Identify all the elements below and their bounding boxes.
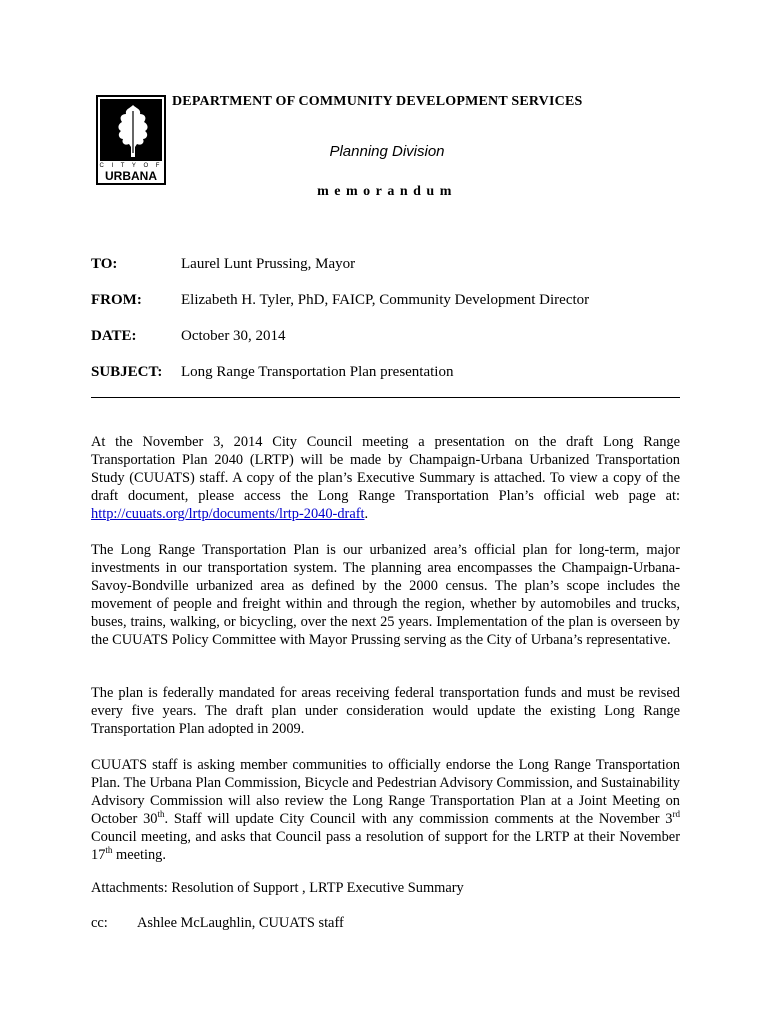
subject-value: Long Range Transportation Plan presentation — [181, 364, 454, 380]
division-title: Planning Division — [329, 143, 445, 160]
lrtp-draft-link[interactable]: http://cuuats.org/lrtp/documents/lrtp-2040-draft — [91, 506, 365, 522]
paragraph-4-part-d: meeting. — [112, 847, 166, 863]
department-heading: DEPARTMENT OF COMMUNITY DEVELOPMENT SERVICES — [172, 94, 583, 109]
cc-value: Ashlee McLaughlin, CUUATS staff — [137, 915, 344, 931]
paragraph-1-end: . — [364, 506, 369, 522]
paragraph-4-part-a: CUUATS staff is asking member communities to officially endorse the Long Range Transportation Plan. The Urbana Plan Commission, Bicycle and Pedestrian Advisory Commission, and Sustainability Advisory Commission will also review the Long Range Transportation Plan at a Joint Meeting on October 30 — [91, 757, 680, 827]
document-type: memorandum — [317, 184, 457, 199]
paragraph-4 — [91, 756, 680, 864]
paragraph-4-part-c: Council meeting, and asks that Council pass a resolution of support for the LRTP at their November 17 — [91, 829, 680, 863]
oak-leaf-icon — [114, 103, 152, 159]
date-value: October 30, 2014 — [181, 328, 286, 344]
logo-urbana-text: URBANA — [105, 169, 157, 183]
subject-label: SUBJECT: — [91, 364, 163, 380]
paragraph-2: The Long Range Transportation Plan is our urbanized area’s official plan for long-term, major investments in our transportation system. The planning area encompasses the Champaign-Urbana-Savoy-Bondville urbanized area as defined by the 2000 census. The plan’s scope includes the movement of people and freight within and through the region, whether by automobiles and trucks, buses, trains, walking, or bicycling, over the next 25 years. Implementation of the plan is overseen by the CUUATS Policy Committee with Mayor Prussing serving as the City of Urbana’s representative. — [91, 542, 680, 648]
superscript-th-1: th — [157, 809, 165, 820]
cc-label: cc: — [91, 915, 108, 931]
attachments-line: Attachments: Resolution of Support , LRTP Executive Summary — [91, 880, 464, 896]
paragraph-1-text: At the November 3, 2014 City Council meeting a presentation on the draft Long Range Transportation Plan 2040 (LRTP) will be made by Champaign-Urbana Urbanized Transportation Study (CUUATS) staff. A copy of the plan’s Executive Summary is attached. To view a copy of the draft document, please access the Long Range Transportation Plan’s official web page at: — [91, 434, 680, 504]
header-divider — [91, 397, 680, 398]
to-label: TO: — [91, 256, 118, 272]
paragraph-1 — [91, 433, 680, 523]
paragraph-3: The plan is federally mandated for areas receiving federal transportation funds and must be revised every five years. The draft plan under consideration would update the existing Long Range Transportation Plan adopted in 2009. — [91, 685, 680, 737]
superscript-rd: rd — [672, 809, 680, 820]
logo-background — [100, 99, 162, 161]
logo-city-text: C I T Y O F — [99, 163, 163, 169]
paragraph-4-part-b: . Staff will update City Council with any commission comments at the November 3 — [164, 811, 673, 827]
from-label: FROM: — [91, 292, 142, 308]
to-value: Laurel Lunt Prussing, Mayor — [181, 256, 356, 272]
date-label: DATE: — [91, 328, 137, 344]
city-of-urbana-logo — [96, 95, 166, 185]
from-value: Elizabeth H. Tyler, PhD, FAICP, Community Development Director — [181, 292, 590, 308]
superscript-th-2: th — [105, 845, 113, 856]
